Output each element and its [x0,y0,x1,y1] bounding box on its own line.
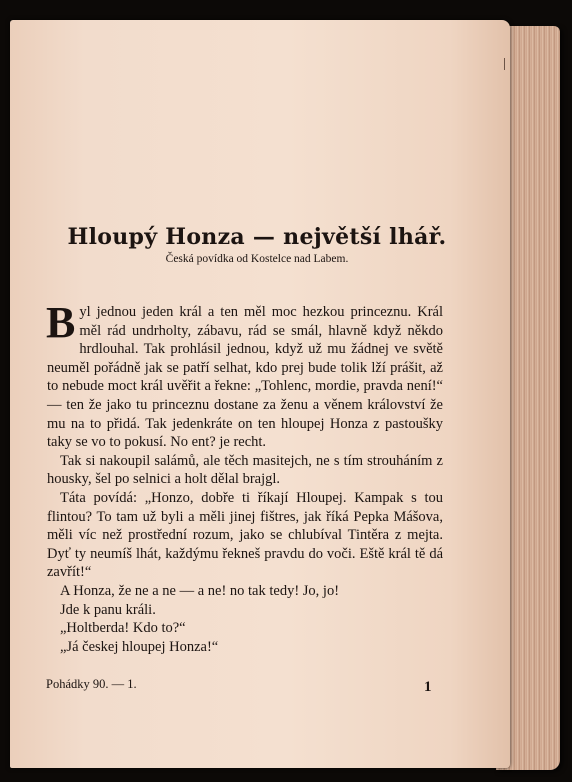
story-subtitle: Česká povídka od Kostelce nad Labem. [165,253,349,265]
story-title: Hloupý Honza — největší lhář. [67,224,447,250]
drop-cap-letter: B [46,298,76,347]
sheet-signature: Pohádky 90. — 1. [46,677,137,691]
dialogue-line-2: Jde k panu králi. [60,601,156,618]
page-sheet [10,20,510,768]
paragraph-1-text: yl jednou jeden král a ten měl moc hezkou princeznu. Král měl rád undrholty, zábavu, rád se smál, hlavně když někdo hrdlouhal. Tak prohlásil jednou, když už mu žádnej ve světě neuměl pořádně jak se patří selhat, kdo prej bude tolik lží prášit, až to nebude moct král uvěřit a řekne: „Tohlenc, mordie, pravda není!“ — ten že jako tu princeznu dostane za ženu a věnem království že mu na to přidá. Tak jedenkráte on ten hloupej Honza z pastoušky taky se vo to pokusí. No ent? je recht. [47,304,443,451]
dialogue-line-3: „Holtberda! Kdo to?“ [60,620,186,637]
story-body [46,298,443,656]
paragraph-1 [46,298,443,452]
paragraph-2: Tak si nakoupil salámů, ale těch masitejch, ne s tím strouháním z housky, šel po selnici a holt dělal brajgl. [47,452,443,488]
dialogue-line-1: A Honza, že ne a ne — a ne! no tak tedy! Jo, jo! [60,582,340,599]
dialogue-line-4: „Já českej hloupej Honza!“ [60,638,219,655]
paragraph-3: Táta povídá: „Honzo, dobře ti říkají Hloupej. Kampak s tou flintou? To tam už byli a měli jinej fištres, jak říká Pepka Mášova, měli víc než prostřední rozum, jako se chlubíval Tintěra z mejta. Dyť ty neumíš lhát, každýmu řekneš pravdu do voči. Eště král tě dá zavřít!“ [47,489,443,581]
page-mark [504,58,505,70]
page-number: 1 [424,679,432,695]
